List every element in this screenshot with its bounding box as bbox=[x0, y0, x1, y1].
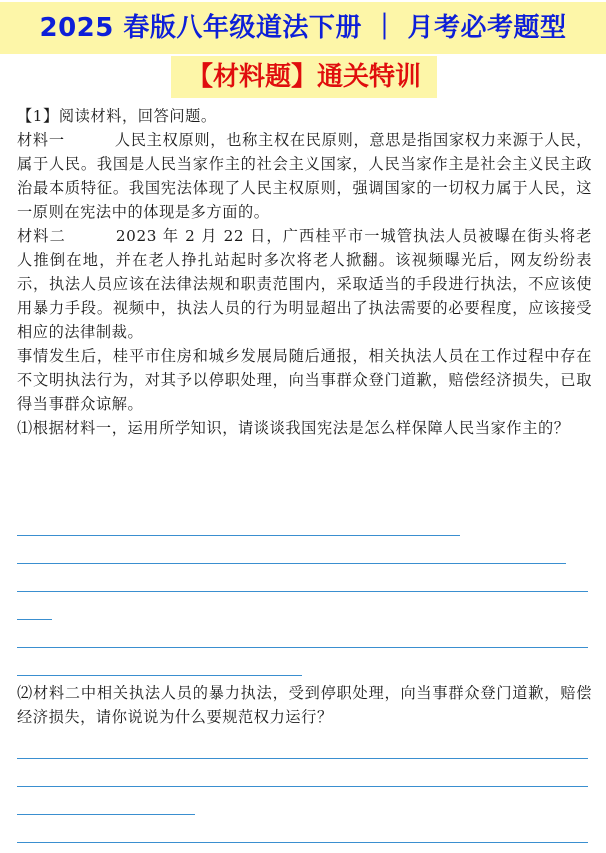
material2-label: 材料二 bbox=[17, 227, 66, 245]
answer-line[interactable] bbox=[17, 675, 302, 676]
material1-text: 人民主权原则，也称主权在民原则，意思是指国家权力来源于人民，属于人民。我国是人民当家作主的社会主义国家，人民当家作主是社会主义民主政治最本质特征。我国宪法体现了人民主权原则，强调国家的一切权力属于人民，这一原则在宪法中的体现是多方面的。 bbox=[17, 131, 592, 221]
answer-line[interactable] bbox=[17, 535, 460, 536]
answer-line[interactable] bbox=[17, 758, 588, 759]
question-body bbox=[17, 104, 592, 440]
answer-line[interactable] bbox=[17, 647, 588, 648]
answer-line[interactable] bbox=[17, 786, 588, 787]
question-2: ⑵材料二中相关执法人员的暴力执法，受到停职处理，向当事群众登门道歉，赔偿经济损失，请你说说为什么要规范权力运行？ bbox=[17, 684, 592, 726]
answer-line[interactable] bbox=[17, 619, 52, 620]
material1-label: 材料一 bbox=[17, 131, 65, 149]
question-label: 【1】阅读材料，回答问题。 bbox=[17, 107, 217, 125]
question-2-block bbox=[17, 681, 592, 729]
answer-line[interactable] bbox=[17, 591, 588, 592]
material2-paragraph bbox=[17, 224, 592, 344]
material2-text: 2023 年 2 月 22 日，广西桂平市一城管执法人员被曝在街头将老人推倒在地，并在老人挣扎站起时多次将老人掀翻。该视频曝光后，网友纷纷表示，执法人员应该在法律法规和职责范围内，采取适当的手段进行执法，不应该使用暴力手段。视频中，执法人员的行为明显超出了执法需要的必要程度，应该接受相应的法律制裁。 bbox=[17, 227, 592, 341]
answer-line[interactable] bbox=[17, 814, 195, 815]
answer-line[interactable] bbox=[17, 563, 566, 564]
page-title: 2025 春版八年级道法下册 ｜ 月考必考题型 bbox=[0, 2, 606, 54]
section-subtitle: 【材料题】通关特训 bbox=[171, 56, 437, 98]
material1-paragraph bbox=[17, 128, 592, 224]
question-1: ⑴根据材料一，运用所学知识，请谈谈我国宪法是怎么样保障人民当家作主的？ bbox=[17, 419, 570, 437]
answer-line[interactable] bbox=[17, 842, 588, 843]
material2-continuation: 事情发生后，桂平市住房和城乡发展局随后通报，相关执法人员在工作过程中存在不文明执法行为，对其予以停职处理，向当事群众登门道歉，赔偿经济损失，已取得当事群众谅解。 bbox=[17, 347, 592, 413]
